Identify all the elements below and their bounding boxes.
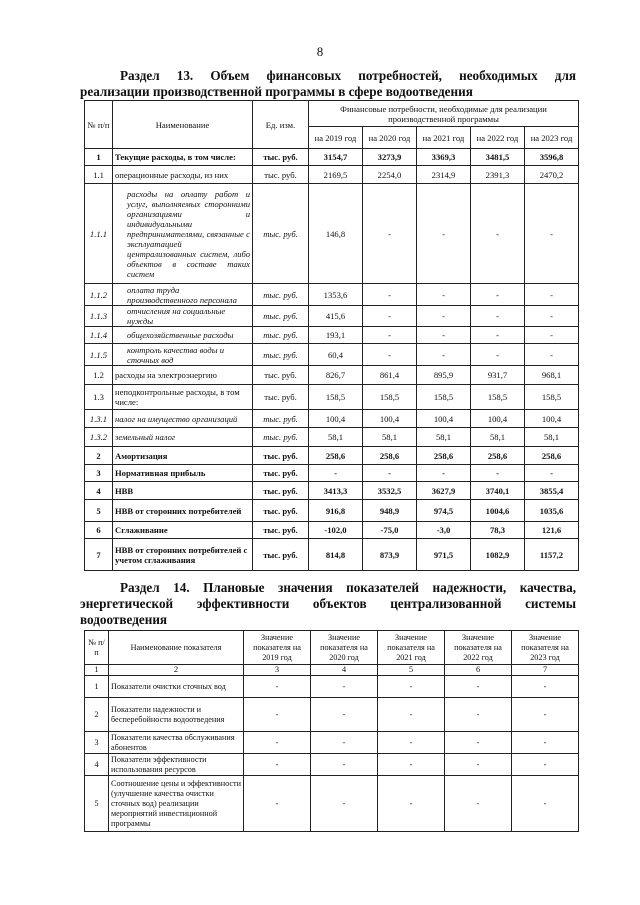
row-unit: тыс. руб. [253, 428, 309, 447]
table-row [85, 166, 579, 184]
table-row [85, 385, 579, 410]
row-unit: тыс. руб. [253, 149, 309, 166]
header-2023: Значение показателя на 2023 год [512, 631, 579, 665]
row-num: 1.3.1 [85, 410, 113, 428]
table-row [85, 428, 579, 447]
row-name: Сглаживание [113, 522, 253, 539]
row-num: 4 [85, 482, 113, 500]
cell-2023: 158,5 [525, 385, 579, 410]
cell-2023: 100,4 [525, 410, 579, 428]
row-name: Показатели очистки сточных вод [109, 676, 244, 698]
table-row [85, 754, 579, 776]
row-unit: тыс. руб. [253, 166, 309, 184]
cell-2023: - [525, 184, 579, 284]
cell-2022: - [471, 344, 525, 366]
table-row [85, 776, 579, 832]
cell-2019: - [244, 676, 311, 698]
col-num-2: 2 [109, 665, 244, 676]
table-row [85, 465, 579, 482]
section-14-title-line-3: водоотведения [80, 612, 168, 627]
cell-2021: 3627,9 [417, 482, 471, 500]
cell-2020: - [311, 698, 378, 732]
row-name: оплата труда производственного персонала [113, 284, 253, 306]
cell-2021: - [378, 698, 445, 732]
row-name: общехозяйственные расходы [113, 327, 253, 344]
cell-2019: - [309, 465, 363, 482]
header-2023: на 2023 год [525, 127, 579, 149]
header-2021: Значение показателя на 2021 год [378, 631, 445, 665]
row-num: 5 [85, 776, 109, 832]
row-name: Нормативная прибыль [113, 465, 253, 482]
cell-2019: 415,6 [309, 306, 363, 327]
header-span: Финансовые потребности, необходимые для реализации производственной программы [309, 101, 579, 127]
header-2022: Значение показателя на 2022 год [445, 631, 512, 665]
row-unit: тыс. руб. [253, 465, 309, 482]
cell-2020: 158,5 [363, 385, 417, 410]
cell-2022: - [445, 754, 512, 776]
col-num-6: 6 [445, 665, 512, 676]
cell-2022: 1004,6 [471, 500, 525, 522]
row-unit: тыс. руб. [253, 500, 309, 522]
section-13-title-line-2: реализации производственной программы в сфере водоотведения [80, 84, 473, 99]
row-unit: тыс. руб. [253, 344, 309, 366]
table-row [85, 482, 579, 500]
cell-2019: - [244, 732, 311, 754]
col-num-1: 1 [85, 665, 109, 676]
cell-2020: 861,4 [363, 366, 417, 385]
cell-2023: - [525, 284, 579, 306]
cell-2022: - [445, 676, 512, 698]
cell-2020: 3532,5 [363, 482, 417, 500]
cell-2023: 1035,6 [525, 500, 579, 522]
row-num: 1.3 [85, 385, 113, 410]
table-row [85, 410, 579, 428]
cell-2019: 2169,5 [309, 166, 363, 184]
row-unit: тыс. руб. [253, 306, 309, 327]
cell-2021: - [417, 327, 471, 344]
cell-2022: 2391,3 [471, 166, 525, 184]
cell-2023: - [512, 754, 579, 776]
header-name: Наименование показателя [109, 631, 244, 665]
row-name: земельный налог [113, 428, 253, 447]
cell-2023: - [512, 732, 579, 754]
header-2021: на 2021 год [417, 127, 471, 149]
row-name: Амортизация [113, 447, 253, 465]
table-row [85, 732, 579, 754]
table-header-row [85, 631, 579, 665]
header-2019: на 2019 год [309, 127, 363, 149]
cell-2022: 931,7 [471, 366, 525, 385]
cell-2023: - [512, 676, 579, 698]
row-num: 2 [85, 447, 113, 465]
table-row [85, 366, 579, 385]
header-unit: Ед. изм. [253, 101, 309, 149]
cell-2019: 3154,7 [309, 149, 363, 166]
cell-2022: - [471, 284, 525, 306]
col-num-4: 4 [311, 665, 378, 676]
row-name: операционные расходы, из них [113, 166, 253, 184]
row-unit: тыс. руб. [253, 447, 309, 465]
cell-2023: - [525, 306, 579, 327]
row-name: Показатели надежности и бесперебойности водоотведения [109, 698, 244, 732]
cell-2019: 258,6 [309, 447, 363, 465]
cell-2021: 158,5 [417, 385, 471, 410]
cell-2019: 1353,6 [309, 284, 363, 306]
cell-2022: 158,5 [471, 385, 525, 410]
cell-2022: - [471, 306, 525, 327]
row-name: отчисления на социальные нужды [113, 306, 253, 327]
table-row [85, 149, 579, 166]
cell-2023: 258,6 [525, 447, 579, 465]
cell-2019: 158,5 [309, 385, 363, 410]
row-name: расходы на оплату работ и услуг, выполняемых сторонними организациями и индивидуальными предпринимателями, связанные с эксплуатацией централизованных систем, либо объектов в составе таких систем [113, 184, 253, 284]
cell-2023: - [512, 698, 579, 732]
cell-2020: -75,0 [363, 522, 417, 539]
cell-2020: 948,9 [363, 500, 417, 522]
header-2020: Значение показателя на 2020 год [311, 631, 378, 665]
cell-2023: 968,1 [525, 366, 579, 385]
cell-2021: - [378, 676, 445, 698]
row-num: 6 [85, 522, 113, 539]
cell-2021: - [378, 732, 445, 754]
cell-2020: 58,1 [363, 428, 417, 447]
cell-2019: 814,8 [309, 539, 363, 571]
cell-2023: - [525, 327, 579, 344]
cell-2021: 58,1 [417, 428, 471, 447]
cell-2019: - [244, 698, 311, 732]
cell-2022: - [471, 327, 525, 344]
cell-2020: - [311, 754, 378, 776]
header-2022: на 2022 год [471, 127, 525, 149]
row-unit: тыс. руб. [253, 184, 309, 284]
cell-2021: - [417, 306, 471, 327]
cell-2021: 3369,3 [417, 149, 471, 166]
cell-2020: - [363, 284, 417, 306]
row-unit: тыс. руб. [253, 284, 309, 306]
table-header-row [85, 101, 579, 127]
financial-needs-table [84, 100, 579, 571]
cell-2020: - [363, 184, 417, 284]
row-name: контроль качества воды и сточных вод [113, 344, 253, 366]
cell-2021: - [417, 184, 471, 284]
cell-2021: - [417, 284, 471, 306]
cell-2021: - [417, 344, 471, 366]
cell-2020: 3273,9 [363, 149, 417, 166]
col-num-5: 5 [378, 665, 445, 676]
table-row [85, 539, 579, 571]
cell-2019: 60,4 [309, 344, 363, 366]
col-num-3: 3 [244, 665, 311, 676]
cell-2020: - [311, 732, 378, 754]
cell-2023: 1157,2 [525, 539, 579, 571]
header-num: № п/п [85, 631, 109, 665]
column-numbers-row [85, 665, 579, 676]
page-number: 8 [316, 44, 324, 59]
section-14-title [80, 580, 576, 628]
section-14-title-line-2: энергетической эффективности объектов централизованной системы [80, 596, 576, 611]
cell-2019: 58,1 [309, 428, 363, 447]
row-unit: тыс. руб. [253, 539, 309, 571]
cell-2020: - [363, 306, 417, 327]
cell-2019: 916,8 [309, 500, 363, 522]
table-row [85, 284, 579, 306]
cell-2020: 258,6 [363, 447, 417, 465]
row-num: 4 [85, 754, 109, 776]
cell-2021: - [378, 776, 445, 832]
row-name: Текущие расходы, в том числе: [113, 149, 253, 166]
table-row [85, 698, 579, 732]
row-name: НВВ от сторонних потребителей с учетом сглаживания [113, 539, 253, 571]
cell-2022: - [445, 776, 512, 832]
cell-2019: - [244, 754, 311, 776]
row-name: НВВ [113, 482, 253, 500]
cell-2022: 258,6 [471, 447, 525, 465]
row-name: налог на имущество организаций [113, 410, 253, 428]
cell-2022: 1082,9 [471, 539, 525, 571]
row-num: 3 [85, 732, 109, 754]
cell-2023: 3855,4 [525, 482, 579, 500]
cell-2022: - [471, 465, 525, 482]
table-row [85, 500, 579, 522]
row-unit: тыс. руб. [253, 522, 309, 539]
cell-2021: 974,5 [417, 500, 471, 522]
row-name: неподконтрольные расходы, в том числе: [113, 385, 253, 410]
header-num: № п/п [85, 101, 113, 149]
row-num: 7 [85, 539, 113, 571]
header-2019: Значение показателя на 2019 год [244, 631, 311, 665]
row-num: 3 [85, 465, 113, 482]
row-num: 1.1.2 [85, 284, 113, 306]
row-num: 1.1.1 [85, 184, 113, 284]
cell-2023: 121,6 [525, 522, 579, 539]
cell-2022: 58,1 [471, 428, 525, 447]
table-row [85, 344, 579, 366]
cell-2020: - [363, 344, 417, 366]
cell-2019: 146,8 [309, 184, 363, 284]
row-unit: тыс. руб. [253, 410, 309, 428]
row-name: расходы на электроэнергию [113, 366, 253, 385]
cell-2022: 100,4 [471, 410, 525, 428]
cell-2019: 3413,3 [309, 482, 363, 500]
cell-2021: 971,5 [417, 539, 471, 571]
row-name: Показатели эффективности использования ресурсов [109, 754, 244, 776]
cell-2023: - [512, 776, 579, 832]
table-row [85, 522, 579, 539]
cell-2021: 258,6 [417, 447, 471, 465]
table-row [85, 306, 579, 327]
cell-2020: - [363, 465, 417, 482]
row-name: Соотношение цены и эффективности (улучшение качества очистки сточных вод) реализации мероприятий инвестиционной программы [109, 776, 244, 832]
cell-2019: - [244, 776, 311, 832]
section-14-title-line-1: Раздел 14. Плановые значения показателей надежности, качества, [120, 580, 576, 595]
cell-2019: 100,4 [309, 410, 363, 428]
row-num: 2 [85, 698, 109, 732]
row-num: 1.1.4 [85, 327, 113, 344]
row-num: 5 [85, 500, 113, 522]
cell-2020: - [311, 676, 378, 698]
cell-2020: 873,9 [363, 539, 417, 571]
cell-2021: 2314,9 [417, 166, 471, 184]
cell-2023: - [525, 344, 579, 366]
section-13-title-line-1: Раздел 13. Объем финансовых потребностей, необходимых для [120, 68, 576, 83]
section-13-title [80, 68, 576, 100]
table-row [85, 676, 579, 698]
cell-2020: - [363, 327, 417, 344]
table-row [85, 327, 579, 344]
cell-2019: 193,1 [309, 327, 363, 344]
cell-2021: 100,4 [417, 410, 471, 428]
row-name: НВВ от сторонних потребителей [113, 500, 253, 522]
row-num: 1.1.5 [85, 344, 113, 366]
cell-2023: 58,1 [525, 428, 579, 447]
row-unit: тыс. руб. [253, 482, 309, 500]
cell-2022: - [471, 184, 525, 284]
cell-2021: 895,9 [417, 366, 471, 385]
indicators-table [84, 630, 579, 832]
cell-2022: - [445, 698, 512, 732]
cell-2021: - [417, 465, 471, 482]
cell-2019: 826,7 [309, 366, 363, 385]
row-num: 1.1 [85, 166, 113, 184]
row-unit: тыс. руб. [253, 327, 309, 344]
header-2020: на 2020 год [363, 127, 417, 149]
row-unit: тыс. руб. [253, 385, 309, 410]
cell-2022: 3481,5 [471, 149, 525, 166]
row-num: 1.3.2 [85, 428, 113, 447]
cell-2022: 78,3 [471, 522, 525, 539]
row-num: 1.2 [85, 366, 113, 385]
table-row [85, 447, 579, 465]
cell-2021: - [378, 754, 445, 776]
row-name: Показатели качества обслуживания абонентов [109, 732, 244, 754]
row-num: 1 [85, 149, 113, 166]
header-name: Наименование [113, 101, 253, 149]
cell-2020: 2254,0 [363, 166, 417, 184]
cell-2023: - [525, 465, 579, 482]
row-num: 1 [85, 676, 109, 698]
cell-2023: 3596,8 [525, 149, 579, 166]
table-row [85, 184, 579, 284]
cell-2020: 100,4 [363, 410, 417, 428]
row-unit: тыс. руб. [253, 366, 309, 385]
cell-2023: 2470,2 [525, 166, 579, 184]
cell-2019: -102,0 [309, 522, 363, 539]
cell-2021: -3,0 [417, 522, 471, 539]
col-num-7: 7 [512, 665, 579, 676]
cell-2022: - [445, 732, 512, 754]
row-num: 1.1.3 [85, 306, 113, 327]
cell-2020: - [311, 776, 378, 832]
cell-2022: 3740,1 [471, 482, 525, 500]
